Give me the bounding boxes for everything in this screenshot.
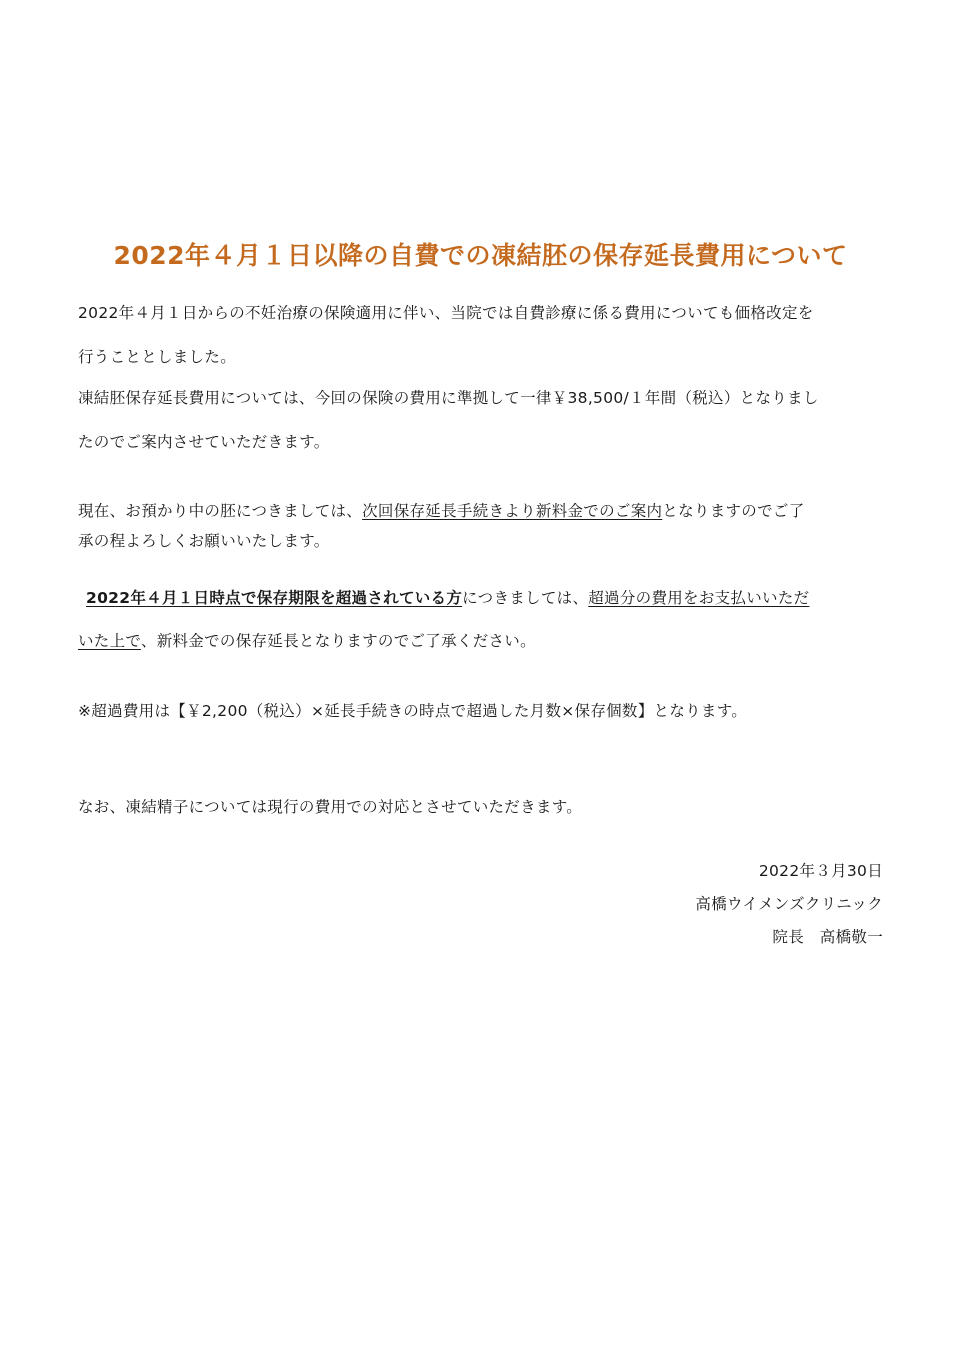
para3-line2: 承の程よろしくお願いいたします。 — [78, 532, 330, 550]
para3-line1 — [78, 500, 805, 522]
para4-text-mid: につきましては、 — [462, 589, 589, 607]
para1-line1: 2022年４月１日からの不妊治療の保険適用に伴い、当院では自費診療に係る費用についても価格改定を — [78, 304, 814, 322]
para3-underlined-text: 次回保存延長手続きより新料金でのご案内 — [362, 502, 663, 520]
signature-date: 2022年３月30日 — [758, 862, 883, 880]
fee-note: ※超過費用は【￥2,200（税込）×延長手続きの時点で超過した月数×保存個数】となります。 — [78, 702, 748, 720]
para1-line2: 行うこととしました。 — [78, 348, 237, 366]
closing-text: なお、凍結精子については現行の費用での対応とさせていただきます。 — [78, 798, 583, 816]
para4-bold-underlined-text: 2022年４月１日時点で保存期限を超過されている方 — [86, 589, 463, 607]
para4-text-post: 、新料金での保存延長となりますのでご了承ください。 — [140, 632, 536, 650]
para3-text-post: となりますのでご了 — [662, 502, 805, 520]
signature-clinic: 高橋ウイメンズクリニック — [695, 895, 883, 913]
para4-line1 — [86, 587, 809, 609]
para2-line2: たのでご案内させていただきます。 — [78, 433, 330, 451]
para4-underlined-text: 超過分の費用をお支払いいただ — [588, 589, 810, 607]
para2-line1: 凍結胚保存延長費用については、今回の保険の費用に準拠して一律￥38,500/１年間（税込）となりまし — [78, 389, 819, 407]
para4-line2 — [78, 630, 536, 652]
document-title: 2022年４月１日以降の自費での凍結胚の保存延長費用について — [113, 241, 848, 270]
para4-underlined-text-2: いた上で — [78, 632, 141, 650]
para3-text-pre: 現在、お預かり中の胚につきましては、 — [78, 502, 363, 520]
signature-director: 院長 高橋敬一 — [772, 928, 883, 946]
